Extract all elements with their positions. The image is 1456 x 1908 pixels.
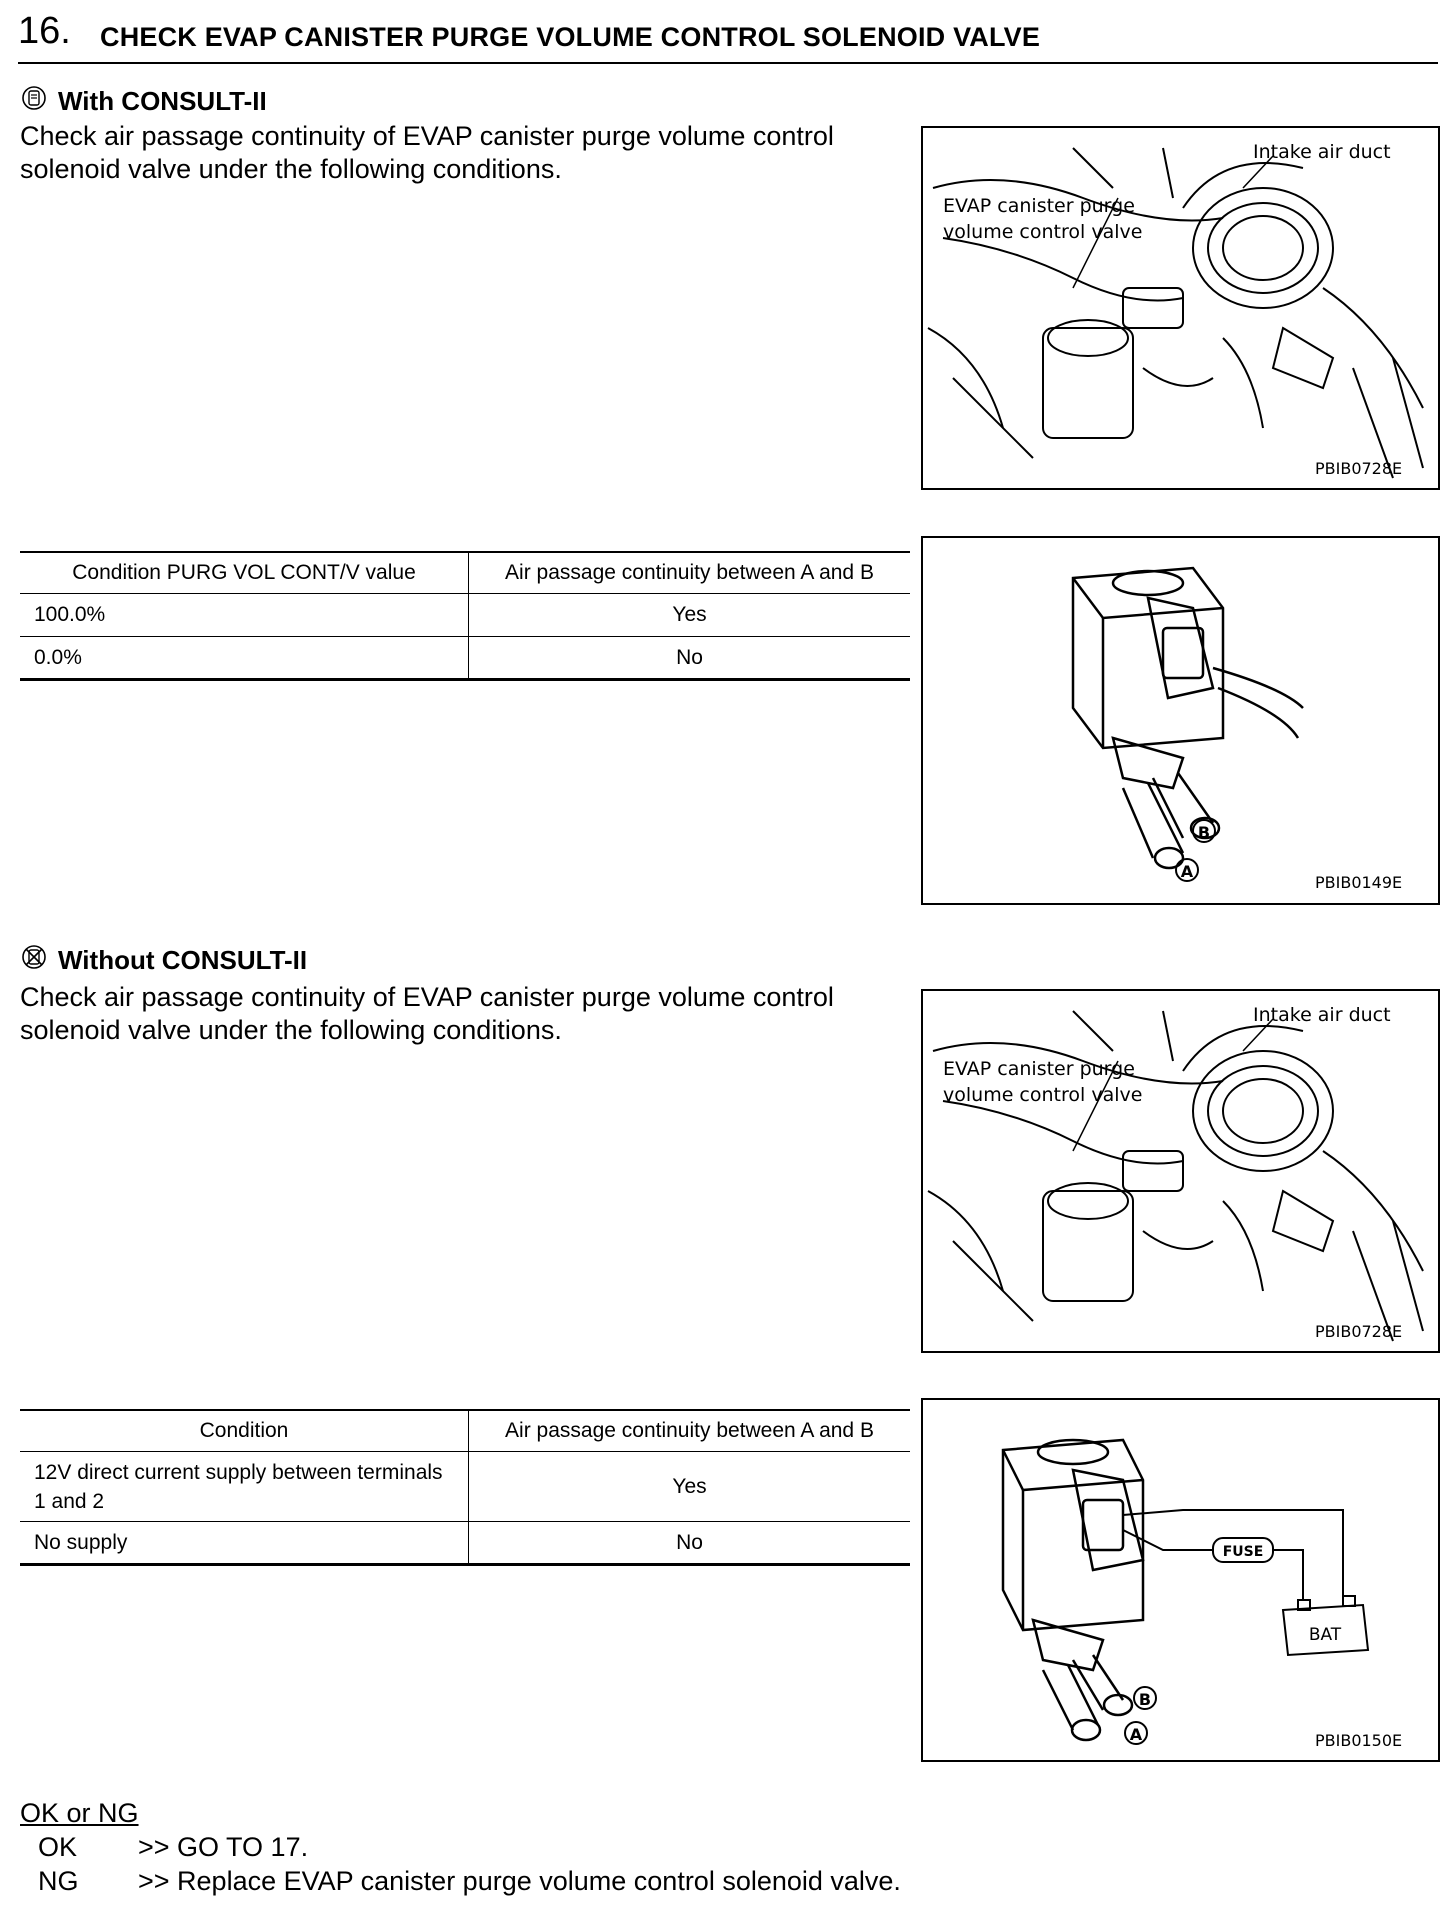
figure-code: PBIB0728E xyxy=(1315,459,1403,478)
without-consult-text: Check air passage continuity of EVAP canister purge volume control solenoid valve under the following conditions. xyxy=(20,982,834,1045)
battery-label: BAT xyxy=(1308,1625,1342,1645)
without-consult-title: Without CONSULT-II xyxy=(58,945,308,975)
table-cell: No xyxy=(469,1522,911,1565)
table-row xyxy=(20,594,910,637)
with-consult-heading xyxy=(20,84,267,119)
engine-figure-1 xyxy=(921,126,1440,490)
valve-figure-2 xyxy=(921,1398,1440,1762)
port-a-label: A xyxy=(1129,1725,1143,1744)
valve-label-line1: EVAP canister purge xyxy=(943,1058,1135,1080)
table-row xyxy=(20,637,910,680)
step-title: CHECK EVAP CANISTER PURGE VOLUME CONTROL SOLENOID VALVE xyxy=(100,22,1041,52)
table-row xyxy=(20,1452,910,1522)
engine-figure-2 xyxy=(921,989,1440,1353)
solenoid-valve-illustration xyxy=(923,538,1438,903)
figure-code: PBIB0728E xyxy=(1315,1322,1403,1341)
with-consult-title: With CONSULT-II xyxy=(58,86,267,116)
valve-label-line2: volume control valve xyxy=(943,221,1143,243)
result-key: OK xyxy=(38,1832,78,1862)
figure-code: PBIB0150E xyxy=(1315,1731,1403,1750)
table-cell: No xyxy=(469,637,911,680)
engine-illustration xyxy=(923,991,1438,1351)
table-cell: Yes xyxy=(469,594,911,637)
table-cell: 100.0% xyxy=(20,594,469,637)
result-key: NG xyxy=(38,1866,79,1896)
solenoid-valve-battery-illustration xyxy=(923,1400,1438,1760)
table-header: Air passage continuity between A and B xyxy=(469,552,911,594)
port-a-label: A xyxy=(1180,862,1194,881)
table-cell: 12V direct current supply between terminals 1 and 2 xyxy=(20,1452,469,1522)
result-action: >> Replace EVAP canister purge volume control solenoid valve. xyxy=(138,1866,901,1896)
with-consult-text: Check air passage continuity of EVAP canister purge volume control solenoid valve under the following conditions. xyxy=(20,121,834,184)
intake-duct-label: Intake air duct xyxy=(1253,141,1391,163)
port-b-label: B xyxy=(1138,1690,1152,1709)
ok-ng-title: OK or NG xyxy=(20,1798,139,1828)
table-cell: Yes xyxy=(469,1452,911,1522)
consult-ii-icon xyxy=(20,84,48,119)
table-header: Condition xyxy=(20,1410,469,1452)
without-consult-heading xyxy=(20,943,307,978)
valve-label-line2: volume control valve xyxy=(943,1084,1143,1106)
figure-code: PBIB0149E xyxy=(1315,873,1403,892)
result-action: >> GO TO 17. xyxy=(138,1832,309,1862)
step-number: 16. xyxy=(18,10,71,52)
valve-figure-1 xyxy=(921,536,1440,905)
valve-label-line1: EVAP canister purge xyxy=(943,195,1135,217)
engine-illustration xyxy=(923,128,1438,488)
table-row xyxy=(20,1522,910,1565)
fuse-label: FUSE xyxy=(1222,1544,1264,1560)
port-b-label: B xyxy=(1197,823,1211,842)
intake-duct-label: Intake air duct xyxy=(1253,1004,1391,1026)
result-ng xyxy=(38,1866,901,1897)
no-consult-ii-icon xyxy=(20,943,48,978)
table-header: Air passage continuity between A and B xyxy=(469,1410,911,1452)
with-consult-table xyxy=(20,551,910,681)
without-consult-table xyxy=(20,1409,910,1566)
table-header: Condition PURG VOL CONT/V value xyxy=(20,552,469,594)
section-heading xyxy=(18,6,1438,64)
table-cell: 0.0% xyxy=(20,637,469,680)
result-ok xyxy=(38,1832,308,1863)
table-cell: No supply xyxy=(20,1522,469,1565)
